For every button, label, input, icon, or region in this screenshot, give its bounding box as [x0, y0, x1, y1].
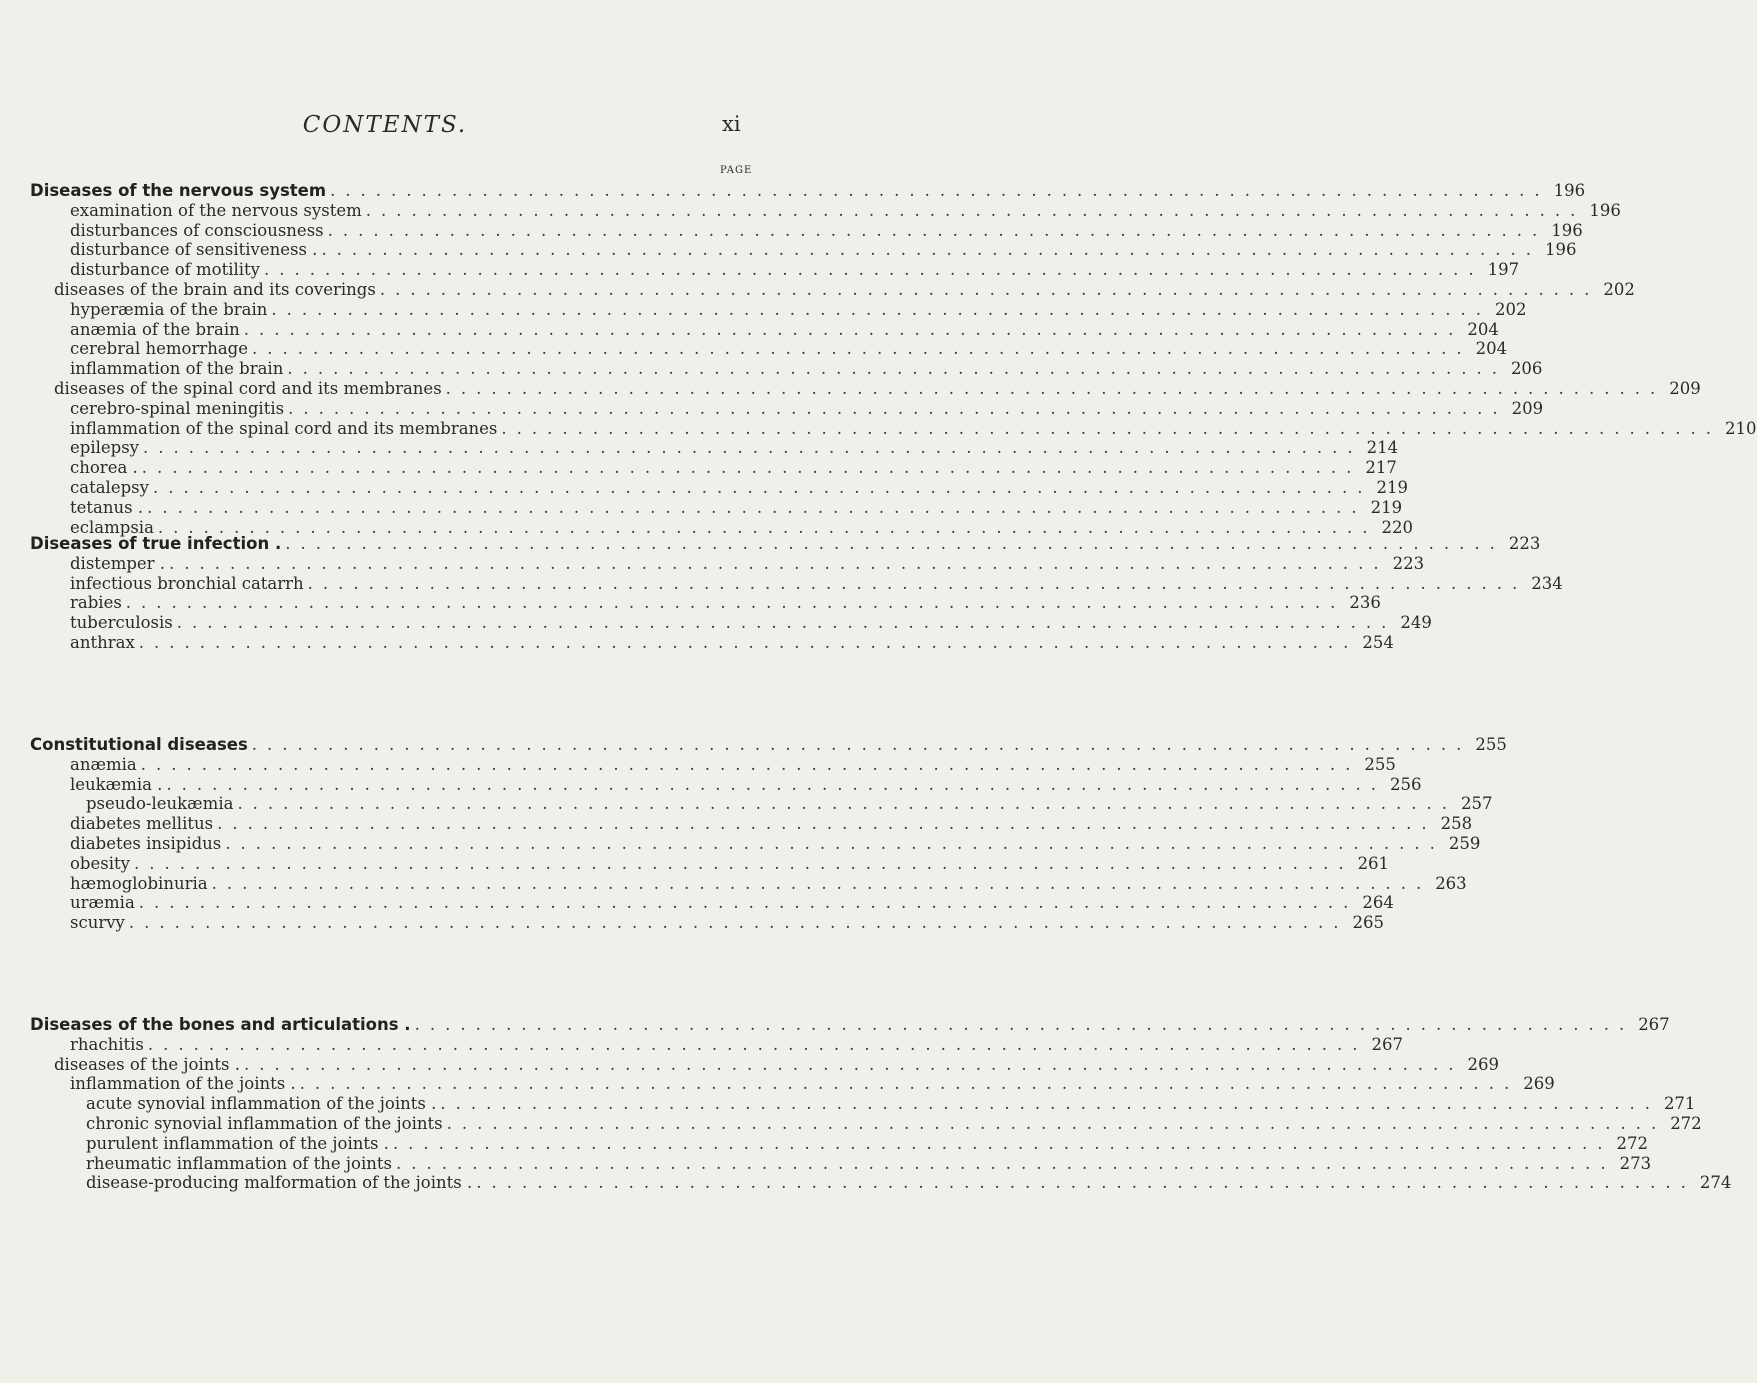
- dot-leader: ................................................................................: [440, 1094, 1660, 1113]
- toc-entry-text: scurvy: [70, 913, 125, 932]
- toc-entry-text: disturbance of sensitiveness .: [70, 240, 318, 259]
- toc-page-number: 254: [1362, 633, 1394, 652]
- toc-entry-text: diseases of the spinal cord and its membranes: [54, 379, 442, 398]
- toc-entry: [70, 398, 1544, 420]
- toc-entry-text: cerebro-spinal meningitis: [70, 399, 285, 418]
- dot-leader: ................................................................................: [140, 755, 1361, 774]
- dot-leader: ................................................................................: [141, 458, 1362, 477]
- toc-entry-text: chorea .: [70, 458, 138, 477]
- toc-page-number: 263: [1435, 874, 1467, 893]
- section-heading-text: Diseases of the nervous system: [30, 181, 327, 200]
- toc-page-number: 197: [1487, 260, 1520, 279]
- toc-page-number: 273: [1619, 1154, 1652, 1173]
- toc-page-number: 269: [1467, 1055, 1500, 1074]
- toc-entry: [70, 200, 1621, 222]
- toc-entry-text: leukæmia .: [70, 775, 163, 794]
- toc-entry-text: rheumatic inflammation of the joints: [86, 1154, 392, 1173]
- toc-entry-text: rabies: [70, 593, 122, 612]
- toc-entry: [70, 813, 1473, 835]
- toc-page-number: 217: [1365, 458, 1397, 477]
- dot-leader: ................................................................................: [217, 814, 1437, 833]
- toc-entry-text: eclampsia: [70, 518, 154, 537]
- dot-leader: ................................................................................: [330, 181, 1550, 200]
- toc-entry: [70, 259, 1520, 281]
- toc-entry-text: distemper .: [70, 554, 166, 573]
- toc-entry-text: disturbances of consciousness: [70, 221, 324, 240]
- toc-entry-text: inflammation of the joints .: [70, 1074, 296, 1093]
- dot-leader: ................................................................................: [264, 260, 1484, 279]
- toc-entry: [70, 892, 1394, 914]
- toc-page-number: 223: [1508, 534, 1541, 553]
- dot-leader: ................................................................................: [252, 339, 1472, 358]
- dot-leader: ................................................................................: [128, 913, 1349, 932]
- toc-page-number: 209: [1669, 379, 1701, 398]
- toc-page-number: 204: [1475, 339, 1508, 358]
- dot-leader: ................................................................................: [138, 633, 1359, 652]
- toc-entry-text: epilepsy: [70, 438, 139, 457]
- toc-entry: [70, 912, 1384, 934]
- toc-entry: [86, 1093, 1696, 1115]
- dot-leader: ................................................................................: [143, 438, 1363, 457]
- toc-entry: [70, 457, 1397, 479]
- toc-entry-text: pseudo-leukæmia: [86, 794, 234, 813]
- toc-entry: [70, 853, 1390, 875]
- toc-entry: [54, 279, 1635, 301]
- dot-leader: ................................................................................: [321, 240, 1542, 259]
- section-heading-text: Diseases of the bones and articulations .: [30, 1015, 411, 1034]
- page-number: xi: [722, 112, 741, 136]
- toc-page-number: 264: [1362, 893, 1394, 912]
- toc-page-number: 271: [1663, 1094, 1696, 1113]
- toc-entry: [70, 1073, 1555, 1095]
- dot-leader: ................................................................................: [211, 874, 1432, 893]
- toc-entry: [86, 1133, 1649, 1155]
- toc-page-number: 258: [1440, 814, 1473, 833]
- toc-page-number: 206: [1510, 359, 1543, 378]
- toc-entry-text: chronic synovial inflammation of the joints: [86, 1114, 443, 1133]
- page-header: [0, 112, 801, 142]
- toc-page-number: 234: [1531, 574, 1563, 593]
- toc-entry-text: uræmia: [70, 893, 135, 912]
- section-heading: [30, 533, 1541, 555]
- toc-entry: [70, 497, 1403, 519]
- dot-leader: ................................................................................: [152, 478, 1373, 497]
- dot-leader: ................................................................................: [476, 1173, 1696, 1192]
- toc-entry: [70, 833, 1481, 855]
- dot-leader: ................................................................................: [166, 775, 1387, 794]
- toc-entry: [70, 338, 1508, 360]
- section-heading: [30, 734, 1507, 756]
- dot-leader: ................................................................................: [288, 399, 1508, 418]
- toc-entry-text: inflammation of the brain: [70, 359, 284, 378]
- dot-leader: ................................................................................: [251, 735, 1472, 754]
- dot-leader: ................................................................................: [271, 300, 1492, 319]
- toc-entry-text: infectious bronchial catarrh: [70, 574, 304, 593]
- toc-page-number: 223: [1392, 554, 1425, 573]
- toc-entry-text: tetanus .: [70, 498, 144, 517]
- toc-page-number: 210: [1725, 419, 1757, 438]
- dot-leader: ................................................................................: [243, 320, 1464, 339]
- running-title: CONTENTS.: [302, 112, 468, 138]
- toc-entry-text: anthrax: [70, 633, 135, 652]
- toc-entry-text: hyperæmia of the brain: [70, 300, 268, 319]
- toc-page-number: 259: [1448, 834, 1481, 853]
- toc-entry: [70, 632, 1394, 654]
- toc-page-number: 214: [1366, 438, 1399, 457]
- toc-page-number: 267: [1371, 1035, 1403, 1054]
- toc-page-number: 204: [1467, 320, 1499, 339]
- dot-leader: ................................................................................: [392, 1134, 1613, 1153]
- toc-entry-text: diseases of the joints .: [54, 1055, 240, 1074]
- dot-leader: ................................................................................: [133, 854, 1354, 873]
- toc-entry: [70, 358, 1543, 380]
- section-heading: [30, 1014, 1670, 1036]
- toc-page-number: 265: [1352, 913, 1384, 932]
- toc-entry-text: disturbance of motility: [70, 260, 261, 279]
- toc-entry-text: tuberculosis: [70, 613, 173, 632]
- section-heading-text: Constitutional diseases: [30, 735, 248, 754]
- toc-page-number: 269: [1523, 1074, 1555, 1093]
- toc-entry-text: hæmoglobinuria: [70, 874, 208, 893]
- toc-page-number: 196: [1553, 181, 1586, 200]
- toc-page-number: 267: [1638, 1015, 1670, 1034]
- section-heading: [30, 180, 1586, 202]
- toc-page-number: 202: [1495, 300, 1527, 319]
- dot-leader: ................................................................................: [446, 1114, 1667, 1133]
- toc-page-number: 249: [1400, 613, 1432, 632]
- toc-entry: [86, 793, 1493, 815]
- toc-entry-text: anæmia: [70, 755, 137, 774]
- dot-leader: ................................................................................: [243, 1055, 1464, 1074]
- toc-entry: [70, 553, 1425, 575]
- toc-page-number: 261: [1357, 854, 1390, 873]
- toc-page-number: 272: [1616, 1134, 1649, 1153]
- toc-entry: [86, 1113, 1702, 1135]
- dot-leader: ................................................................................: [287, 359, 1507, 378]
- toc-entry-text: diabetes insipidus: [70, 834, 222, 853]
- toc-entry: [70, 299, 1527, 321]
- toc-page-number: 274: [1699, 1173, 1732, 1192]
- toc-entry-text: anæmia of the brain: [70, 320, 240, 339]
- toc-page-number: 236: [1349, 593, 1381, 612]
- toc-entry-text: cerebral hemorrhage: [70, 339, 249, 358]
- toc-entry: [70, 239, 1577, 261]
- dot-leader: ................................................................................: [445, 379, 1666, 398]
- toc-entry: [70, 437, 1399, 459]
- toc-entry-text: examination of the nervous system: [70, 201, 362, 220]
- dot-leader: ................................................................................: [307, 574, 1528, 593]
- toc-entry-text: diseases of the brain and its coverings: [54, 280, 376, 299]
- dot-leader: ................................................................................: [147, 498, 1367, 517]
- dot-leader: ................................................................................: [237, 794, 1458, 813]
- toc-entry-text: catalepsy: [70, 478, 149, 497]
- toc-page-number: 257: [1461, 794, 1493, 813]
- toc-page-number: 272: [1670, 1114, 1702, 1133]
- toc-entry-text: inflammation of the spinal cord and its membranes: [70, 419, 498, 438]
- toc-entry: [70, 592, 1381, 614]
- toc-page-number: 202: [1603, 280, 1635, 299]
- dot-leader: ................................................................................: [169, 554, 1389, 573]
- toc-entry: [70, 612, 1432, 634]
- dot-leader: ................................................................................: [501, 419, 1721, 438]
- toc-page-number: 219: [1370, 498, 1403, 517]
- toc-entry-text: acute synovial inflammation of the joints .: [86, 1094, 437, 1113]
- toc-page-number: 209: [1511, 399, 1544, 418]
- dot-leader: ................................................................................: [285, 534, 1505, 553]
- dot-leader: ................................................................................: [147, 1035, 1368, 1054]
- dot-leader: ................................................................................: [176, 613, 1397, 632]
- toc-entry: [70, 754, 1396, 776]
- toc-page-number: 196: [1589, 201, 1621, 220]
- section-heading-text: Diseases of true infection .: [30, 534, 282, 553]
- dot-leader: ................................................................................: [299, 1074, 1520, 1093]
- toc-page-number: 256: [1390, 775, 1422, 794]
- toc-page-number: 196: [1545, 240, 1577, 259]
- dot-leader: ................................................................................: [365, 201, 1586, 220]
- toc-entry-text: purulent inflammation of the joints .: [86, 1134, 389, 1153]
- dot-leader: ................................................................................: [395, 1154, 1616, 1173]
- dot-leader: ................................................................................: [414, 1015, 1635, 1034]
- dot-leader: ................................................................................: [379, 280, 1600, 299]
- dot-leader: ................................................................................: [327, 221, 1548, 240]
- toc-entry: [86, 1172, 1732, 1194]
- toc-page-number: 196: [1551, 221, 1583, 240]
- toc-entry-text: disease-producing malformation of the joints .: [86, 1173, 473, 1192]
- toc-entry-text: diabetes mellitus: [70, 814, 214, 833]
- toc-page-number: 219: [1376, 478, 1409, 497]
- dot-leader: ................................................................................: [225, 834, 1445, 853]
- toc-entry: [70, 477, 1409, 499]
- page-column-label: PAGE: [720, 165, 753, 176]
- toc-page-number: 255: [1475, 735, 1507, 754]
- toc-entry-text: rhachitis: [70, 1035, 144, 1054]
- toc-page-number: 255: [1364, 755, 1396, 774]
- dot-leader: ................................................................................: [138, 893, 1359, 912]
- dot-leader: ................................................................................: [125, 593, 1346, 612]
- dot-leader: ................................................................................: [157, 518, 1378, 537]
- toc-entry: [70, 1034, 1403, 1056]
- toc-page-number: 220: [1381, 518, 1414, 537]
- toc-entry-text: obesity: [70, 854, 130, 873]
- toc-entry: [54, 378, 1701, 400]
